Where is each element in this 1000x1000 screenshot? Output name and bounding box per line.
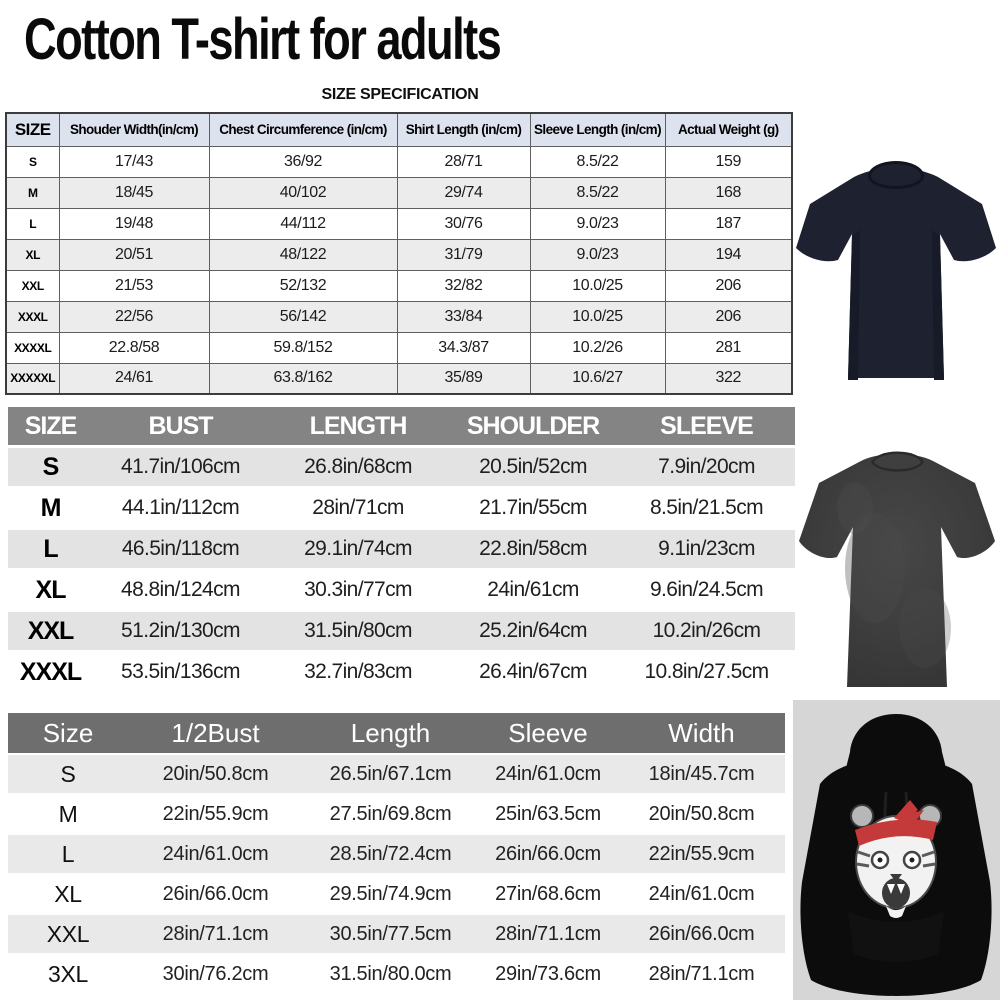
adult-size-spec-table [5,112,793,395]
column-header-width: Width [668,717,735,748]
size-cell: XL [35,575,66,604]
chest-circumference-cell: 44/112 [209,208,397,239]
hoodie-icon [793,700,1000,1000]
column-header-sleeve: SLEEVE [660,411,753,440]
bust-cell: 48.8in/124cm [121,578,240,601]
size-cell: XL [6,239,59,270]
table-row [8,650,795,691]
shoulder-width-cell: 24/61 [59,363,209,394]
shirt-length-cell: 34.3/87 [397,332,530,363]
table-row [8,913,785,953]
sleeve-cell: 26in/66.0cm [495,842,601,865]
page-title: Cotton T-shirt for adults [24,7,501,72]
table-row [8,833,785,873]
width-cell: 22in/55.9cm [648,842,755,865]
bust-cell: 41.7in/106cm [121,455,240,478]
actual-weight-cell: 322 [665,363,792,394]
half-bust-cell: 22in/55.9cm [162,802,269,825]
shirt-length-cell: 29/74 [397,177,530,208]
oversized-table-header [8,407,795,445]
table-row [6,146,792,177]
column-header-length: Length [350,717,431,748]
actual-weight-cell: 206 [665,270,792,301]
length-cell: 29.1in/74cm [304,537,412,560]
chest-circumference-cell: 52/132 [209,270,397,301]
half-bust-cell: 20in/50.8cm [162,762,269,785]
bust-cell: 44.1in/112cm [121,496,240,519]
column-header-length: LENGTH [309,411,407,440]
size-cell: L [61,840,75,867]
column-header-sleeve-length: Sleeve Length (in/cm) [530,113,665,146]
width-cell: 26in/66.0cm [648,922,755,945]
length-cell: 31.5in/80.0cm [329,962,452,985]
hoodie-table-body [8,753,785,993]
table-row [8,873,785,913]
shoulder-width-cell: 18/45 [59,177,209,208]
length-cell: 31.5in/80cm [304,619,412,642]
sleeve-cell: 25in/63.5cm [495,802,601,825]
shoulder-cell: 20.5in/52cm [479,455,587,478]
length-cell: 30.5in/77.5cm [329,922,452,945]
sleeve-length-cell: 9.0/23 [530,208,665,239]
actual-weight-cell: 168 [665,177,792,208]
shoulder-width-cell: 21/53 [59,270,209,301]
sleeve-length-cell: 10.0/25 [530,301,665,332]
sleeve-cell: 10.2in/26cm [652,619,761,642]
hoodie-size-table [8,713,785,993]
half-bust-cell: 30in/76.2cm [162,962,269,985]
table-row [8,527,795,568]
table-row [8,953,785,993]
sleeve-length-cell: 10.0/25 [530,270,665,301]
length-cell: 27.5in/69.8cm [329,802,452,825]
bust-cell: 51.2in/130cm [121,619,240,642]
chest-circumference-cell: 40/102 [209,177,397,208]
bust-cell: 46.5in/118cm [121,537,240,560]
length-cell: 26.5in/67.1cm [329,762,452,785]
table-row [6,363,792,394]
chest-circumference-cell: 36/92 [209,146,397,177]
shirt-length-cell: 30/76 [397,208,530,239]
column-header-size: SIZE [6,113,59,146]
half-bust-cell: 24in/61.0cm [162,842,269,865]
column-header-half-bust: 1/2Bust [171,717,260,748]
column-header-shoulder: SHOULDER [466,411,600,440]
size-cell: XXXL [6,301,59,332]
sleeve-cell: 27in/68.6cm [495,882,601,905]
sleeve-cell: 24in/61.0cm [495,762,601,785]
size-cell: M [58,800,78,827]
oversized-table-body [8,445,795,691]
table-row [6,270,792,301]
size-cell: S [42,452,59,481]
actual-weight-cell: 159 [665,146,792,177]
column-header-shoulder-width: Shouder Width(in/cm) [59,113,209,146]
table-row [6,177,792,208]
length-cell: 32.7in/83cm [304,660,412,683]
length-cell: 26.8in/68cm [304,455,412,478]
length-cell: 29.5in/74.9cm [329,882,452,905]
shoulder-width-cell: 20/51 [59,239,209,270]
size-cell: L [6,208,59,239]
tshirt-icon [795,418,1000,703]
size-cell: S [60,760,76,787]
column-header-chest-circumference: Chest Circumference (in/cm) [209,113,397,146]
sleeve-cell: 8.5in/21.5cm [649,496,764,519]
oversized-tee-size-table [8,407,795,691]
sleeve-cell: 28in/71.1cm [495,922,601,945]
sleeve-length-cell: 8.5/22 [530,177,665,208]
bust-cell: 53.5in/136cm [121,660,240,683]
sleeve-cell: 7.9in/20cm [658,455,755,478]
width-cell: 20in/50.8cm [648,802,755,825]
chest-circumference-cell: 63.8/162 [209,363,397,394]
shirt-length-cell: 31/79 [397,239,530,270]
size-cell: XXXL [19,657,82,686]
table-row [6,239,792,270]
column-header-bust: BUST [148,411,213,440]
size-specification-heading: SIZE SPECIFICATION [321,86,479,103]
chest-circumference-cell: 56/142 [209,301,397,332]
actual-weight-cell: 281 [665,332,792,363]
width-cell: 28in/71.1cm [648,962,755,985]
column-header-size: SIZE [24,411,77,440]
spec-table-body [6,146,792,394]
shoulder-cell: 22.8in/58cm [479,537,587,560]
chest-circumference-cell: 59.8/152 [209,332,397,363]
table-row [8,753,785,793]
table-row [8,609,795,650]
actual-weight-cell: 206 [665,301,792,332]
column-header-actual-weight: Actual Weight (g) [665,113,792,146]
sleeve-cell: 10.8in/27.5cm [644,660,769,683]
actual-weight-cell: 194 [665,239,792,270]
half-bust-cell: 28in/71.1cm [162,922,269,945]
sleeve-length-cell: 8.5/22 [530,146,665,177]
size-cell: L [43,534,58,563]
sleeve-length-cell: 10.6/27 [530,363,665,394]
sleeve-cell: 29in/73.6cm [495,962,601,985]
shirt-length-cell: 28/71 [397,146,530,177]
length-cell: 30.3in/77cm [304,578,412,601]
shirt-length-cell: 32/82 [397,270,530,301]
table-row [6,208,792,239]
shoulder-cell: 21.7in/55cm [479,496,587,519]
black-hoodie-image [790,700,1000,1000]
hoodie-table-header [8,713,785,753]
actual-weight-cell: 187 [665,208,792,239]
column-header-shirt-length: Shirt Length (in/cm) [397,113,530,146]
washed-black-tshirt-image [795,418,1000,703]
shirt-length-cell: 33/84 [397,301,530,332]
shirt-length-cell: 35/89 [397,363,530,394]
size-cell: XXXXL [6,332,59,363]
size-cell: M [6,177,59,208]
width-cell: 24in/61.0cm [648,882,755,905]
size-cell: M [40,493,61,522]
size-cell: XL [54,880,82,907]
table-row [8,568,795,609]
shoulder-width-cell: 17/43 [59,146,209,177]
shoulder-cell: 26.4in/67cm [479,660,587,683]
sleeve-length-cell: 10.2/26 [530,332,665,363]
size-cell: XXXXXL [6,363,59,394]
spec-table-header [6,113,792,146]
table-row [6,332,792,363]
table-row [8,793,785,833]
shoulder-cell: 25.2in/64cm [479,619,587,642]
chest-circumference-cell: 48/122 [209,239,397,270]
width-cell: 18in/45.7cm [648,762,755,785]
length-cell: 28in/71cm [312,496,404,519]
column-header-size: Size [42,717,94,748]
shoulder-width-cell: 22/56 [59,301,209,332]
column-header-sleeve: Sleeve [508,717,588,748]
size-cell: XXL [46,920,90,947]
tshirt-icon [792,126,1000,396]
half-bust-cell: 26in/66.0cm [162,882,269,905]
size-cell: 3XL [47,960,89,987]
table-row [6,301,792,332]
size-cell: XXL [6,270,59,301]
table-row [8,445,795,486]
table-row [8,486,795,527]
length-cell: 28.5in/72.4cm [329,842,452,865]
sleeve-cell: 9.6in/24.5cm [649,578,764,601]
sleeve-length-cell: 9.0/23 [530,239,665,270]
navy-classic-tshirt-image [792,126,1000,396]
shoulder-cell: 24in/61cm [487,578,579,601]
size-cell: XXL [27,616,74,645]
shoulder-width-cell: 19/48 [59,208,209,239]
shoulder-width-cell: 22.8/58 [59,332,209,363]
size-cell: S [6,146,59,177]
sleeve-cell: 9.1in/23cm [658,537,755,560]
